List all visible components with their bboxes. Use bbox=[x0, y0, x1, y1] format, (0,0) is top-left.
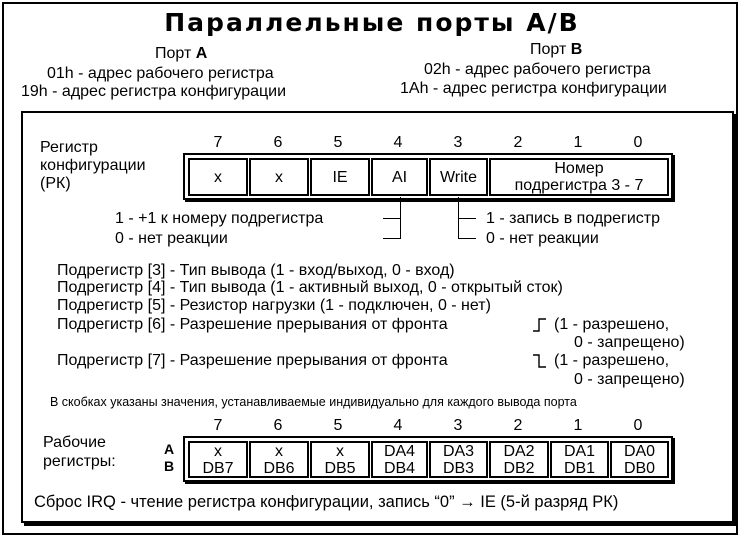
rising-edge-icon bbox=[532, 317, 548, 333]
write-connector-top bbox=[458, 218, 476, 219]
work-a-bit1: DA1 bbox=[563, 442, 596, 460]
subregister-number-line1: Номер bbox=[554, 160, 604, 177]
config-bit-4: 4 bbox=[393, 134, 403, 151]
work-registers-label-1: Рабочие bbox=[43, 434, 106, 451]
falling-edge-icon bbox=[532, 353, 548, 369]
config-cell-bit7: x bbox=[188, 158, 248, 196]
work-b-bit1: DB1 bbox=[563, 459, 596, 477]
port-b-heading bbox=[530, 40, 582, 59]
footer-text-after: IE (5-й разряд РК) bbox=[475, 493, 619, 511]
work-bit-2: 2 bbox=[513, 417, 523, 434]
subregister-7-option-0: 0 - запрещено) bbox=[574, 371, 685, 388]
write-legend-1: 1 - запись в подрегистр bbox=[486, 210, 661, 227]
port-b-prefix: Порт bbox=[530, 41, 571, 58]
ai-connector-bottom bbox=[383, 238, 401, 239]
work-b-bit0: DB0 bbox=[623, 459, 656, 477]
work-registers-label-2: регистры: bbox=[43, 453, 116, 470]
subregister-6-desc: Подрегистр [6] - Разрешение прерывания от фронта bbox=[57, 316, 448, 333]
config-bit-5: 5 bbox=[333, 134, 343, 151]
work-b-bit3: DB3 bbox=[442, 459, 475, 477]
ai-legend-1: 1 - +1 к номеру подрегистра bbox=[115, 210, 324, 227]
work-b-bit6: DB6 bbox=[263, 459, 295, 477]
config-bit-0: 0 bbox=[633, 134, 643, 151]
config-cell-bit6: x bbox=[249, 158, 309, 196]
port-b-work-address: 02h - адрес рабочего регистра bbox=[424, 61, 651, 78]
work-cell-bit4 bbox=[371, 441, 428, 478]
port-a-letter: A bbox=[195, 45, 208, 62]
config-bit-2: 2 bbox=[513, 134, 523, 151]
config-bit-1: 1 bbox=[573, 134, 583, 151]
config-cell-subregister-number bbox=[489, 158, 669, 196]
subregister-3-desc: Подрегистр [3] - Тип вывода (1 - вход/выход, 0 - вход) bbox=[57, 262, 455, 279]
port-b-config-address: 1Ah - адрес регистра конфигурации bbox=[400, 80, 667, 97]
work-a-bit0: DA0 bbox=[623, 442, 656, 460]
work-cell-bit5 bbox=[310, 441, 370, 478]
config-bit-6: 6 bbox=[273, 134, 283, 151]
subregister-5-desc: Подрегистр [5] - Резистор нагрузки (1 - подключен, 0 - нет) bbox=[57, 297, 491, 314]
work-a-bit7: x bbox=[214, 442, 222, 460]
work-bit-7: 7 bbox=[213, 417, 223, 434]
work-cell-bit0 bbox=[610, 441, 669, 478]
subregister-number-line2: подрегистра 3 - 7 bbox=[514, 177, 644, 194]
work-bit-5: 5 bbox=[333, 417, 343, 434]
write-connector-bottom bbox=[458, 238, 476, 239]
config-bit-7: 7 bbox=[213, 134, 223, 151]
ai-legend-0: 0 - нет реакции bbox=[115, 230, 228, 247]
note-text: В скобках указаны значения, устанавливаемые индивидуально для каждого вывода порта bbox=[50, 395, 577, 409]
work-b-bit7: DB7 bbox=[202, 459, 234, 477]
work-bit-0: 0 bbox=[633, 417, 643, 434]
port-b-row-letter: B bbox=[164, 458, 175, 474]
work-cell-bit7 bbox=[188, 441, 248, 478]
config-register-label-1: Регистр bbox=[40, 139, 98, 156]
work-bit-4: 4 bbox=[393, 417, 403, 434]
arrow-right-icon: → bbox=[459, 493, 476, 511]
footer-irq-reset bbox=[34, 493, 618, 512]
config-register-label-2: конфигурации bbox=[40, 157, 146, 174]
write-legend-0: 0 - нет реакции bbox=[486, 230, 599, 247]
port-a-row-letter: A bbox=[164, 441, 175, 457]
work-bit-1: 1 bbox=[573, 417, 583, 434]
work-a-bit2: DA2 bbox=[503, 442, 535, 460]
work-a-bit3: DA3 bbox=[442, 442, 475, 460]
work-bit-3: 3 bbox=[453, 417, 463, 434]
config-cell-write: Write bbox=[429, 158, 488, 196]
page-title: Параллельные порты A/B bbox=[164, 8, 580, 37]
work-cell-bit1 bbox=[550, 441, 609, 478]
work-cell-bit6 bbox=[249, 441, 309, 478]
port-a-config-address: 19h - адрес регистра конфигурации bbox=[21, 83, 287, 100]
work-b-bit5: DB5 bbox=[324, 459, 356, 477]
config-register-label-3: (РК) bbox=[40, 175, 71, 192]
port-a-heading bbox=[155, 44, 207, 63]
subregister-4-desc: Подрегистр [4] - Тип вывода (1 - активный выход, 0 - открытый сток) bbox=[57, 279, 563, 296]
work-b-bit2: DB2 bbox=[503, 459, 535, 477]
work-cell-bit2 bbox=[489, 441, 549, 478]
work-a-bit6: x bbox=[275, 442, 283, 460]
config-bit-3: 3 bbox=[453, 134, 463, 151]
port-a-prefix: Порт bbox=[155, 45, 196, 62]
port-a-work-address: 01h - адрес рабочего регистра bbox=[47, 65, 274, 82]
work-bit-6: 6 bbox=[273, 417, 283, 434]
subregister-7-option-1: (1 - разрешено, bbox=[554, 352, 670, 369]
port-b-letter: B bbox=[570, 41, 583, 58]
config-cell-ie: IE bbox=[310, 158, 370, 196]
config-cell-ai: AI bbox=[371, 158, 428, 196]
work-cell-bit3 bbox=[429, 441, 488, 478]
footer-text-before: Сброс IRQ - чтение регистра конфигурации, запись “0” bbox=[34, 493, 460, 511]
subregister-6-option-0: 0 - запрещено) bbox=[574, 334, 685, 351]
subregister-6-option-1: (1 - разрешено, bbox=[554, 316, 670, 333]
work-b-bit4: DB4 bbox=[383, 459, 416, 477]
work-a-bit4: DA4 bbox=[383, 442, 416, 460]
subregister-7-desc: Подрегистр [7] - Разрешение прерывания от фронта bbox=[57, 352, 448, 369]
ai-connector-top bbox=[383, 218, 401, 219]
work-a-bit5: x bbox=[336, 442, 344, 460]
